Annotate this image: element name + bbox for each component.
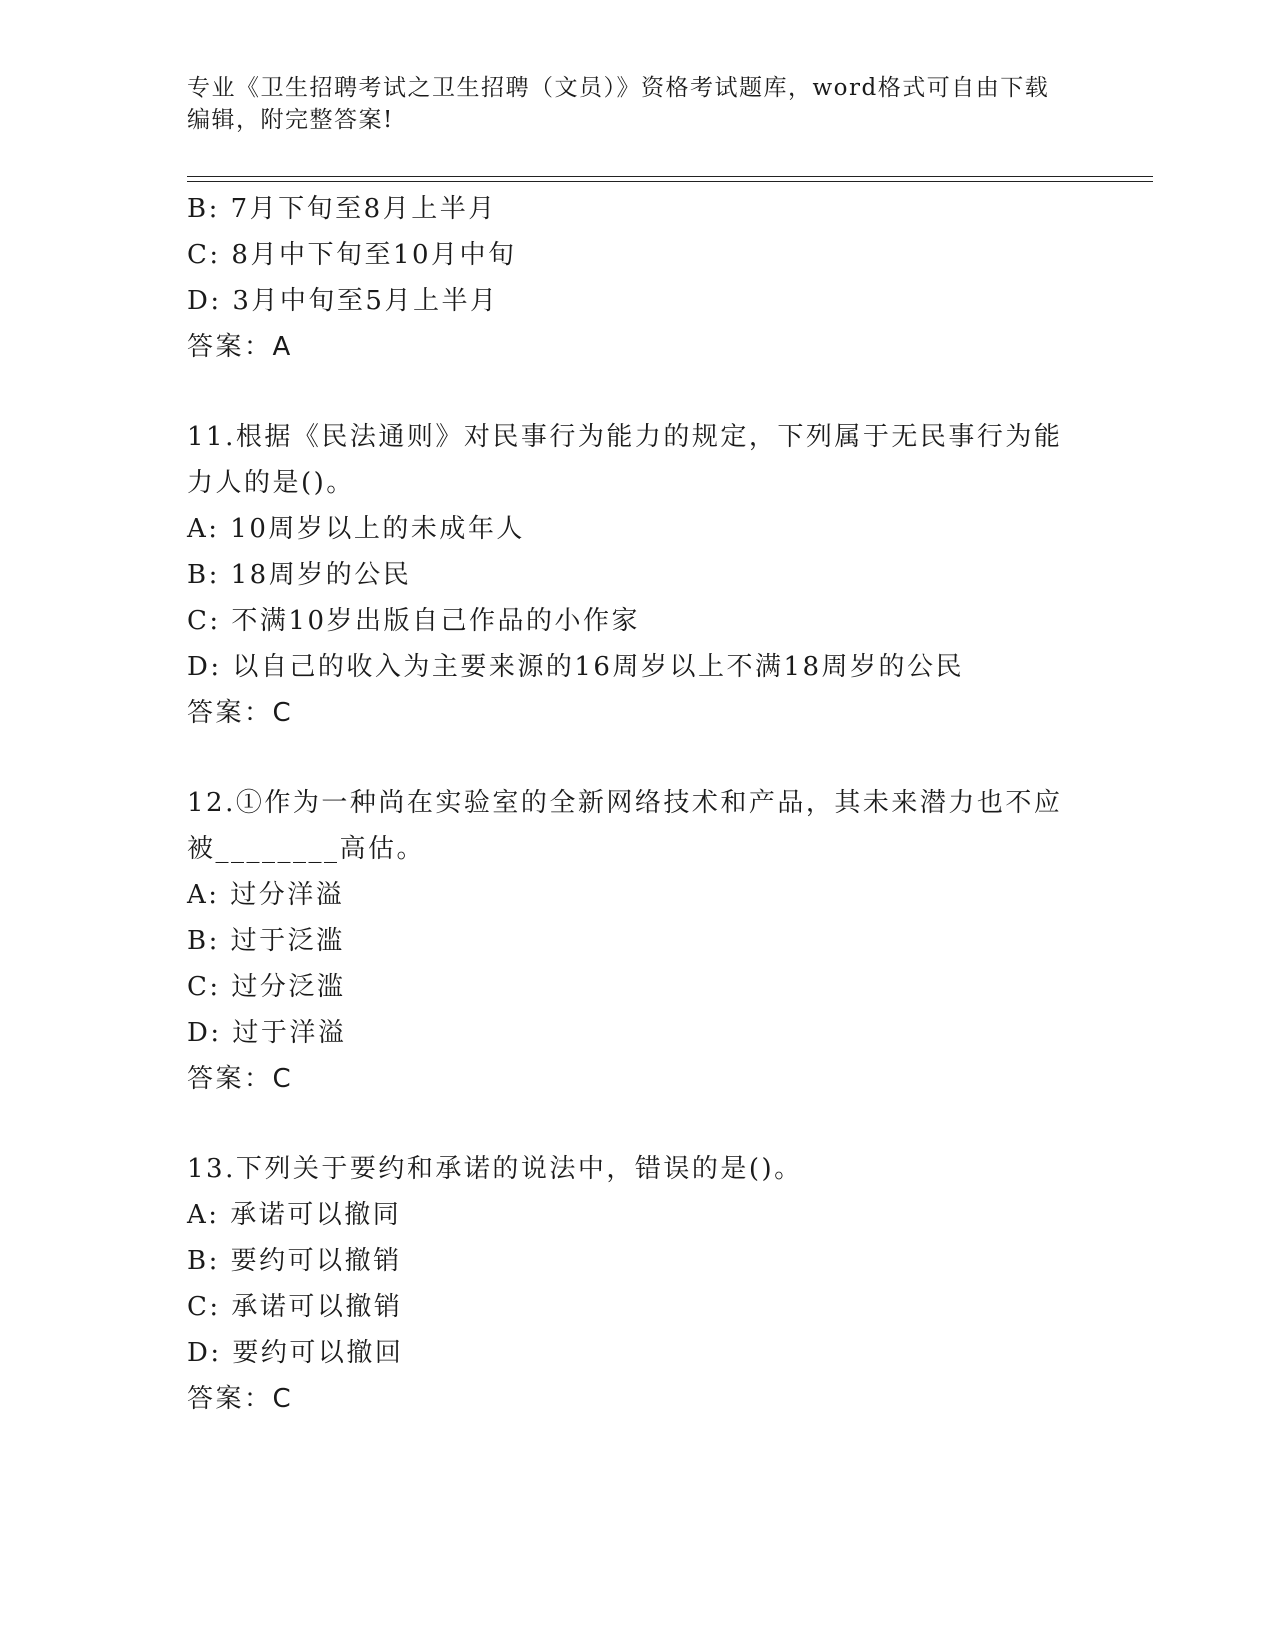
option-d: D: 过于洋溢 <box>187 1018 347 1048</box>
option-d: D: 3月中旬至5月上半月 <box>187 286 499 316</box>
option-d: D: 要约可以撤回 <box>187 1338 404 1368</box>
option-a: A: 承诺可以撤同 <box>187 1200 402 1230</box>
question-11 <box>187 414 1087 736</box>
question-13 <box>187 1146 1087 1422</box>
option-b: B: 18周岁的公民 <box>187 560 412 590</box>
question-12 <box>187 780 1087 1102</box>
question-list <box>187 186 1087 1422</box>
option-a: A: 过分洋溢 <box>187 880 345 910</box>
question-stem-line-1: 11.根据《民法通则》对民事行为能力的规定，下列属于无民事行为能 <box>187 422 1063 452</box>
option-a: A: 10周岁以上的未成年人 <box>187 514 525 544</box>
question-stem-line-1: 12.①作为一种尚在实验室的全新网络技术和产品，其未来潜力也不应 <box>187 788 1063 818</box>
answer-line: 答案：C <box>187 1384 294 1414</box>
option-c: C: 不满10岁出版自己作品的小作家 <box>187 606 641 636</box>
answer-line: 答案：C <box>187 698 294 728</box>
header-line-1: 专业《卫生招聘考试之卫生招聘（文员）》资格考试题库，word格式可自由下载 <box>187 75 1050 101</box>
option-c: C: 承诺可以撤销 <box>187 1292 403 1322</box>
question-10-continued <box>187 186 1087 370</box>
option-b: B: 7月下旬至8月上半月 <box>187 194 497 224</box>
header-divider-bottom <box>187 181 1153 182</box>
question-stem-line-2: 被________高估。 <box>187 834 426 864</box>
document-header <box>187 72 1067 136</box>
header-line-2: 编辑，附完整答案! <box>187 107 394 133</box>
answer-line: 答案：A <box>187 332 293 362</box>
option-b: B: 过于泛滥 <box>187 926 345 956</box>
header-divider-top <box>187 176 1153 177</box>
option-d: D: 以自己的收入为主要来源的16周岁以上不满18周岁的公民 <box>187 652 965 682</box>
question-stem-line-2: 力人的是()。 <box>187 468 355 498</box>
option-b: B: 要约可以撤销 <box>187 1246 402 1276</box>
option-c: C: 8月中下旬至10月中旬 <box>187 240 517 270</box>
option-c: C: 过分泛滥 <box>187 972 346 1002</box>
answer-line: 答案：C <box>187 1064 294 1094</box>
question-stem-line-1: 13.下列关于要约和承诺的说法中，错误的是()。 <box>187 1154 803 1184</box>
